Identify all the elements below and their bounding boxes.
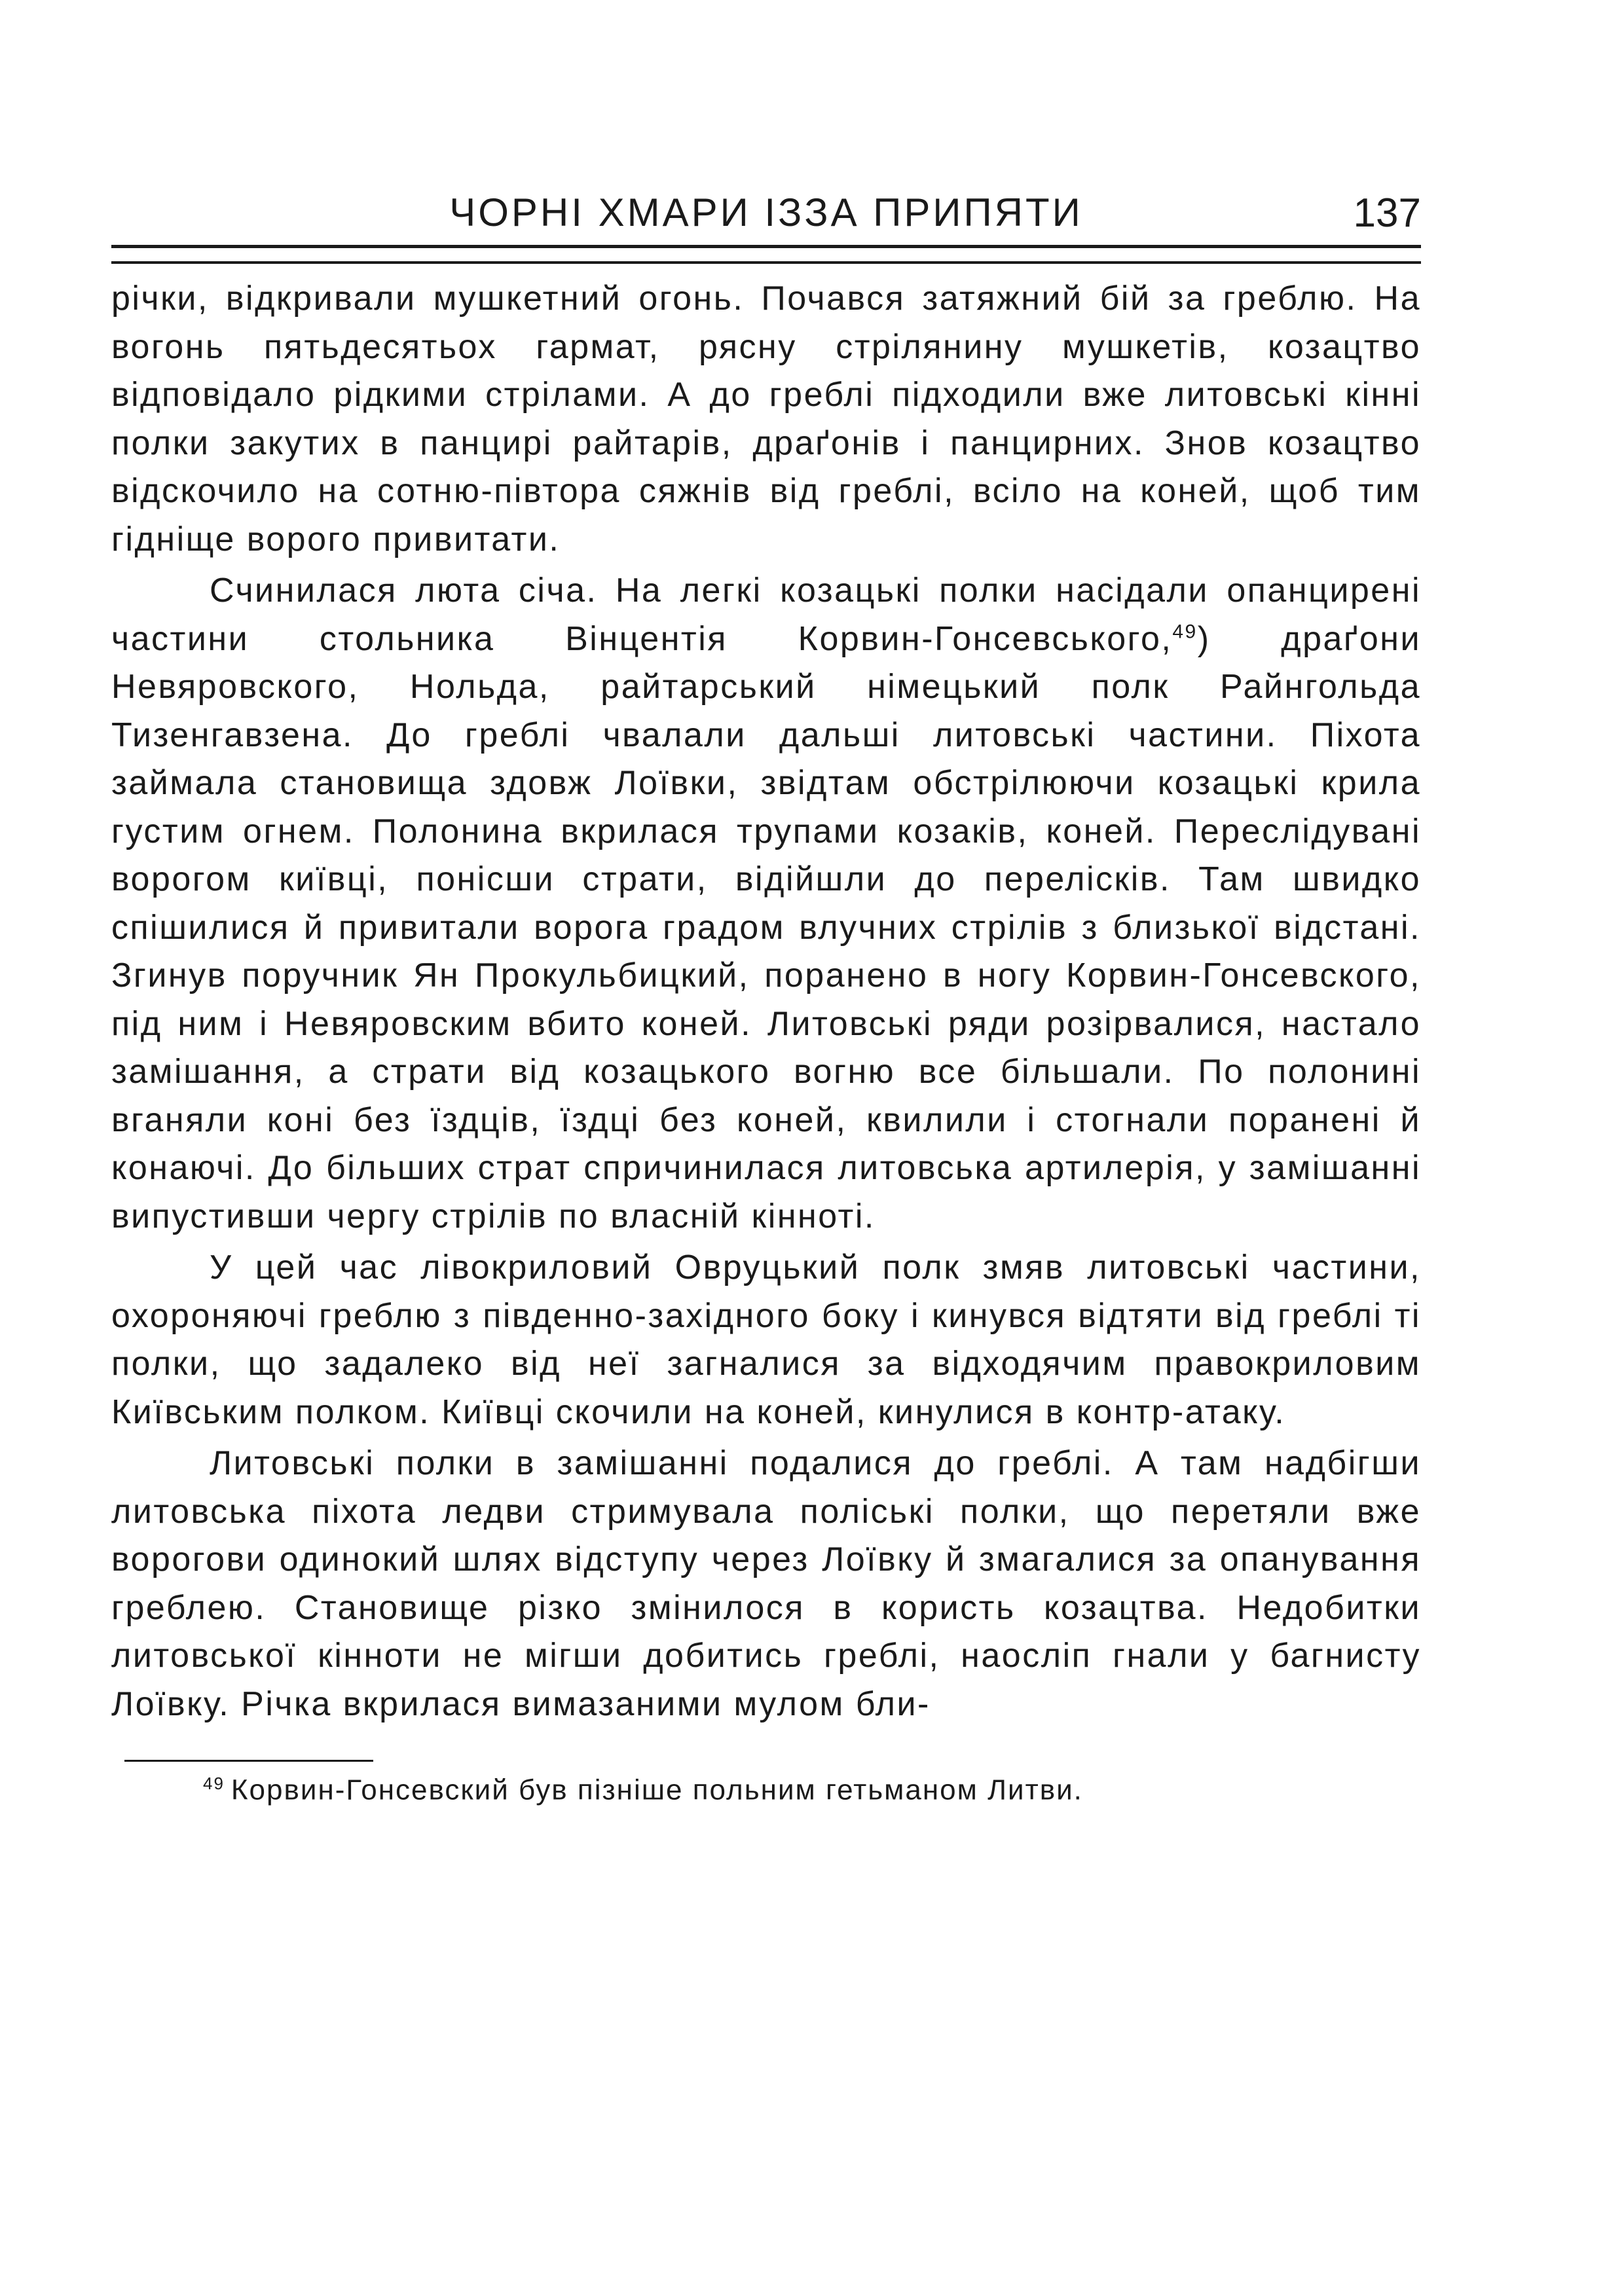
body-text <box>111 275 1421 1728</box>
running-title: ЧОРНІ ХМАРИ ІЗЗА ПРИПЯТИ <box>449 191 1083 234</box>
book-page <box>111 177 1421 1807</box>
paragraph-3: У цей час лівокриловий Овруцький полк змяв литовські частини, охороняючі греблю з південно-західного боку і кинувся відтяти від греблі ті полки, що задалеко від неї загналися за відходячим правокриловим Київським полком. Київці скочили на коней, кинулися в контр-атаку. <box>111 1248 1421 1431</box>
footnote-reference-marker: 49 <box>1172 621 1198 643</box>
paragraph-4: Литовські полки в замішанні подалися до греблі. А там надбігши литовська піхота ледви стримувала поліські полки, що перетяли вже ворогови одинокий шлях відступу через Лоївку й змагалися за опанування греблею. Становище різко змінилося в користь козацтва. Недобитки литовської кінноти не мігши добитись греблі, наосліп гнали у багнисту Лоївку. Річка вкрилася вимазаними мулом бли- <box>111 1444 1421 1723</box>
footnote-text: Корвин-Гонсевский був пізніше польним гетьманом Литви. <box>231 1774 1083 1806</box>
page-number: 137 <box>1353 191 1421 236</box>
paragraph-2-part-2: ) драґони Невяровского, Нольда, райтарський німецький полк Райнгольда Тизенгавзена. До греблі чвалали дальші литовські частини. Піхота займала становища здовж Лоївки, звідтам обстрілюючи козацькі крила густим огнем. Полонина вкрилася трупами козаків, коней. Переслідувані ворогом київці, понісши страти, відійшли до перелісків. Там швидко спішилися й привитали ворога градом влучних стрілів з близької відстані. Згинув поручник Ян Прокульбицкий, поранено в ногу Корвин-Гонсевского, під ним і Невяровским вбито коней. Литовські ряди розірвалися, настало замішання, а страти від козацького вогню все більшали. По полонині вганяли коні без їздців, їздці без коней, квилили і стогнали поранені й конаючі. До більших страт спричинилася литовська артилерія, у замішанні випустивши чергу стрілів по власній кінноті. <box>111 619 1421 1235</box>
footnote <box>203 1774 1421 1807</box>
paragraph-2-part-1: Счинилася люта січа. На легкі козацькі полки насідали опанцирені частини стольника Вінцентія Корвин-Гонсевського, <box>111 572 1421 658</box>
footnote-number: 49 <box>203 1774 225 1793</box>
footnote-separator-rule <box>124 1760 373 1762</box>
paragraph-2 <box>111 567 1421 1241</box>
header-double-rule <box>111 245 1421 264</box>
running-head <box>111 177 1421 255</box>
paragraph-1: річки, відкривали мушкетний огонь. Почався затяжний бій за греблю. На вогонь пятьдесятьох гармат, рясну стрілянину мушкетів, козацтво відповідало рідкими стрілами. А до греблі підходили вже литовські кінні полки закутих в панцирі райтарів, драґонів і панцирних. Знов козацтво відскочило на сотню-півтора сяжнів від греблі, всіло на коней, щоб тим гідніще ворого привитати. <box>111 280 1421 558</box>
